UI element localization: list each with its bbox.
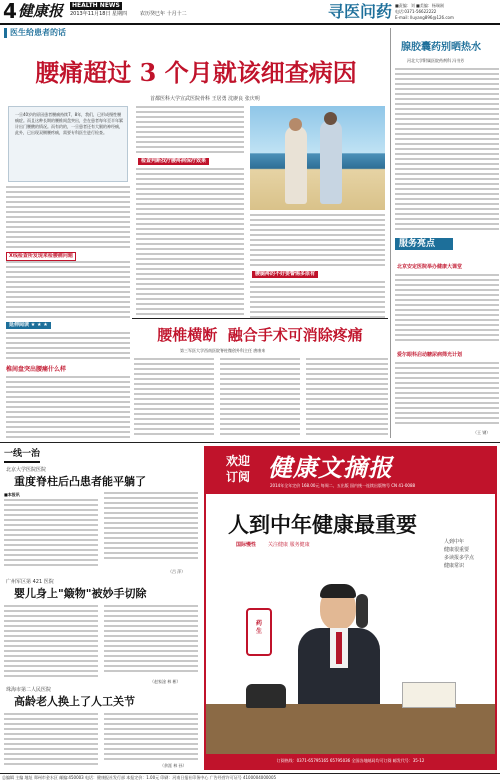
ad-sub-info: 2014年全年定价 168.00元 每周二、五出版 国内统一连续出版物号 CN 41-0088 [270,483,416,488]
middle-subhead-2: 腰腿疼的不好要警惕多原有 [252,271,318,278]
brief3-col-1 [4,713,98,769]
second-story-rule [132,318,388,319]
left-lower-text-1 [6,332,130,362]
brief2-source: 广州军区第 421 医院 [6,579,54,585]
brief2-col-1 [4,605,98,683]
medicine-bottle [246,608,272,656]
ad-invite-1: 欢迎 [226,454,251,468]
brief1-lead: ■本报讯 [4,492,20,497]
service-box-label: 服务亮点 [399,239,436,249]
left-subhead: X线检查所发现来检腰痛问题 [6,252,76,261]
right-col-text-2 [250,281,385,321]
sidebar-item2-text [395,362,499,430]
extended-reading-tag: 延伸阅读 ★ ★ ★ [6,322,51,329]
brief1-source: 北京大学医院医院 [6,467,47,473]
mid-col-text-2 [136,168,244,318]
man-tie [336,632,342,664]
second-col-2 [220,358,300,440]
lead-box [8,106,128,182]
brief3-col-2 [104,713,198,763]
person-right [320,120,342,204]
head-right [324,112,337,125]
sidebar [393,28,500,440]
man-hair [320,584,356,598]
sidebar-item2-title: 爱尔眼科启动糖尿病筛光计划 [397,352,463,358]
ad-right-slogan: 人到中年 健康很重要 多读报多学点 健康常识 [444,539,475,569]
left-col-text-1 [6,186,130,250]
service-box [395,238,453,250]
subscription-ad [204,446,497,770]
ad-tag-1: 国际慢性 [236,542,257,548]
ad-invite-2: 订阅 [226,470,251,484]
sidebar-divider [390,28,391,438]
page-number: 4 [3,0,17,23]
desk [206,704,495,754]
left-lower-text-2 [6,376,130,442]
footer-text: 总编辑 主编 地址 郑州市金水区 邮编:450003 电话：健康报社发行部 本报定价：1.00元 印刷：河南日报社印务中心 广告经营许可证号 4100004000005 [2,775,277,780]
sidebar-title-1: 腺胶囊药别晒热水 [401,42,481,53]
phone-line: 电话:0371-56622222 [395,9,437,14]
brief1-col-2 [104,492,198,568]
sidebar-item1-title: 北京安定医院举办健康大课堂 [397,264,463,270]
lower-section-rule [0,442,500,443]
brief3-source: 珠海市第二人民医院 [6,687,52,693]
papers-stack [402,682,456,708]
english-name: HEALTH NEWS [72,2,120,9]
top-story [0,28,388,320]
editor-line: ■责编：刘 ■美编：杨瑞刚 [395,3,444,8]
briefs [0,445,200,771]
top-byline: 首都医科大学宣武医院骨科 王居勇 沈赓良 张庆明 [150,96,260,102]
left-lower [0,322,130,442]
brief2-writer: （赵家淦 林 彬） [150,679,181,684]
brief3-title: 高龄老人换上了人工关节 [14,695,135,708]
second-byline: 第三军医大学西南医院脊柱微创外科主任 唐康来 [180,348,266,353]
left-subhead-3: 椎间盘突出腰痛什么样 [6,366,67,373]
date-line: 2013年11月18日 星期四 [70,11,128,17]
left-col-text-2 [6,261,130,321]
masthead [0,0,500,25]
top-headline: 腰痛超过 3 个月就该细查病因 [35,58,357,87]
middle-subhead: 检查判断找疗腰疼病保疗效果 [138,158,209,165]
brief1-col-1 [4,499,98,571]
paper-name: 健康报 [18,2,64,20]
phone-handset [356,594,368,628]
email-line: E-mail: lluyang896@126.com [395,15,454,20]
second-story [132,318,388,440]
ad-phone-line: 订阅热线：0371-65795165 65795036 全国各地邮局均可订阅 邮发代号：35-12 [206,754,495,768]
couple-photo [250,106,385,210]
head-left [289,118,302,131]
bottle-label: 药 生 [255,620,262,635]
sidebar-item1-text [395,274,499,344]
brief2-col-2 [104,605,198,679]
ad-headline: 人到中年健康最重要 [228,512,417,537]
brief1-writer: （吕 萍） [168,569,186,574]
brief1-title: 重度脊柱后凸患者能平躺了 [14,475,146,488]
right-col-text-1 [250,214,385,268]
masthead-rule [0,23,500,25]
footer-rule [0,773,500,774]
second-col-3 [306,358,388,440]
lead-text: 一旦40岁的原因患者腰痛持续7、8年，我们，已形成慢性腰痛症。而且这种长期的腰椎间盘突出，会在患者每年至半年累计出门腰酸的情况。而有约的，一旦患者还有大腿的神经痛，此外，已出现双侧腰疼痛，需要专科医生进行检查。 [15,112,123,135]
kicker: 医生给患者的话 [4,28,66,38]
mid-col-text-1 [136,106,244,154]
ad-paper-logo: 健康文摘报 [268,453,393,482]
telephone [246,684,286,708]
second-col-1 [134,358,214,440]
ad-tag-2: 关注健康 服务健康 [268,542,310,548]
sidebar-byline-1: 河北大学附属医院药剂科 冯书芳 [407,58,465,63]
sidebar-credit: （王 钢） [473,430,491,435]
sidebar-text-1 [395,68,499,232]
brief3-writer: （余涯 林 孙） [160,763,187,768]
person-left [285,126,307,204]
second-headline: 腰椎横断 融合手术可消除疼痛 [157,326,363,344]
briefs-section-label: 一线一治 [4,449,40,463]
section-title: 寻医问药 [328,2,393,21]
brief2-title: 婴儿身上"簸物"被妙手切除 [14,587,147,600]
ad-illustration [206,554,495,754]
lunar-date: 农历癸巳年 十月十二 [140,11,187,17]
